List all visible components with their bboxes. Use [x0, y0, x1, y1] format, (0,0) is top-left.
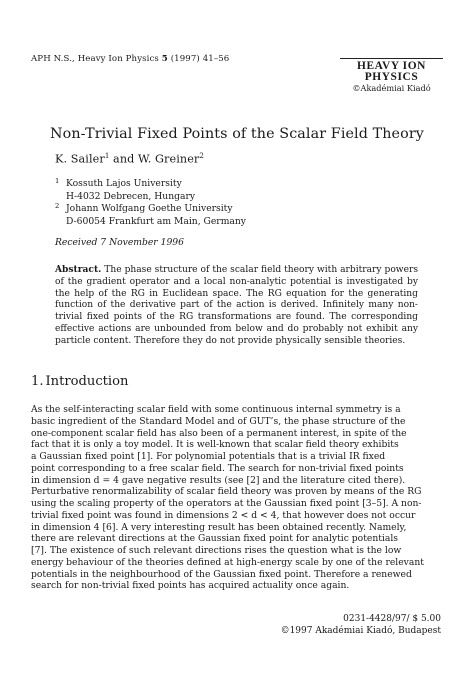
body-line: one-component scalar field has also been of a permanent interest, in spite of the — [31, 427, 407, 439]
author-join: and W. Greiner — [109, 152, 200, 166]
received-date: Received 7 November 1996 — [55, 237, 184, 248]
affiliation-1-number: 1 — [55, 177, 60, 185]
footer-price-code: 0231-4428/97/ $ 5.00 — [343, 614, 441, 624]
body-line: energy behaviour of the theories defined at high-energy scale by one of the relevant — [31, 556, 424, 568]
body-line: using the scaling property of the operators at the Gaussian fixed point [3–5]. A non- — [31, 498, 422, 509]
affiliation-1-line-1: Kossuth Lajos University — [66, 178, 182, 189]
affiliation-1 — [55, 178, 246, 203]
section-heading — [31, 374, 128, 389]
affiliations — [55, 178, 246, 228]
section-title: Introduction — [45, 374, 129, 389]
journal-prefix: APH N.S., Heavy Ion Physics — [31, 54, 162, 64]
abstract-label: Abstract. — [55, 264, 102, 275]
author-1-affiliation-mark: 1 — [104, 152, 110, 160]
body-line: a Gaussian fixed point [1]. For polynomial potentials that is a trivial IR fixed — [31, 451, 386, 462]
body-line: As the self-interacting scalar field with some continuous internal symmetry is a — [31, 404, 401, 415]
journal-suffix: (1997) 41–56 — [167, 54, 230, 64]
body-line: in dimension d = 4 gave negative results (see [2] and the literature cited there). — [31, 474, 406, 486]
publisher-line-2: PHYSICS — [364, 71, 419, 83]
affiliation-2-line-2: D-60054 Frankfurt am Main, Germany — [66, 215, 246, 227]
journal-reference — [31, 54, 229, 64]
publisher-line-1: HEAVY ION — [356, 60, 426, 72]
affiliation-2-line-1: Johann Wolfgang Goethe University — [66, 203, 233, 215]
footer-copyright — [281, 613, 441, 638]
author-line — [55, 152, 204, 166]
body-line: basic ingredient of the Standard Model and of GUT’s, the phase structure of the — [31, 415, 406, 427]
body-line: fact that it is only a toy model. It is well-known that scalar field theory exhibits — [31, 439, 399, 451]
publisher-line-3: ©Akadémiai Kiadó — [352, 83, 431, 93]
abstract-text: The phase structure of the scalar field theory with arbitrary powers of the gradient operator and a local non-analytic potential is investigated by the help of the RG in Euclidean space. The RG equation for the generating function of the derivative part of the action is derived. Infinitely many non-trivial fixed points of the RG transformations are found. The corresponding effective actions are unbounded from below and do probably not exhibit any particle content. Therefore they do not provide physically sensible theories. — [55, 265, 418, 346]
body-line: Perturbative renormalizability of scalar field theory was proven by means of the RG — [31, 486, 422, 498]
paper-title: Non-Trivial Fixed Points of the Scalar Field Theory — [50, 126, 424, 142]
introduction-body — [31, 404, 443, 592]
affiliation-2 — [55, 203, 246, 228]
body-line: [7]. The existence of such relevant directions rises the question what is the low — [31, 545, 402, 556]
section-number: 1. — [31, 374, 44, 389]
body-line: potentials in the neighbourhood of the Gaussian fixed point. Therefore a renewed — [31, 568, 412, 580]
body-line: trivial fixed point was found in dimensions 2 < d < 4, that however does not occur — [31, 509, 416, 521]
author-2-affiliation-mark: 2 — [199, 152, 204, 160]
body-line: there are relevant directions at the Gaussian fixed point for analytic potentials — [31, 533, 398, 545]
body-line: search for non-trivial fixed points has acquired actuality once again. — [31, 580, 350, 592]
publisher-logo-block — [340, 58, 443, 93]
body-line: in dimension 4 [6]. A very interesting result has been obtained recently. Namely, — [31, 521, 407, 533]
body-line: point corresponding to a free scalar field. The search for non-trivial fixed points — [31, 462, 404, 474]
journal-volume: 5 — [161, 54, 168, 64]
author-1: K. Sailer — [55, 152, 105, 166]
affiliation-1-line-2: H-4032 Debrecen, Hungary — [66, 190, 196, 202]
affiliation-2-number: 2 — [55, 202, 60, 211]
footer-copyright-line: ©1997 Akadémiai Kiadó, Budapest — [280, 626, 441, 637]
abstract — [55, 264, 418, 348]
